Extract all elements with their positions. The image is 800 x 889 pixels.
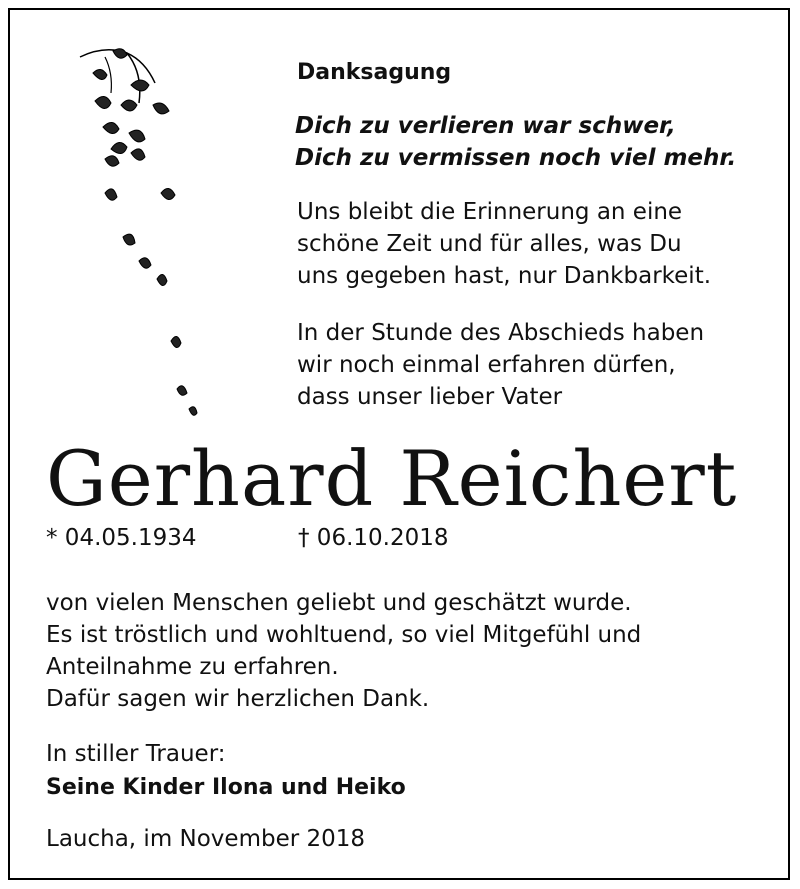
heading: Danksagung	[297, 60, 452, 85]
death-date: † 06.10.2018	[298, 525, 449, 551]
body-line: Dafür sagen wir herzlichen Dank.	[46, 686, 430, 712]
paragraph-line: uns gegeben hast, nur Dankbarkeit.	[297, 263, 712, 289]
paragraph-memory	[297, 196, 711, 292]
motto-line: Dich zu verlieren war schwer,	[295, 113, 676, 139]
birth-date: * 04.05.1934	[46, 525, 197, 551]
paragraph-line: wir noch einmal erfahren dürfen,	[297, 352, 676, 378]
paragraph-line: In der Stunde des Abschieds haben	[297, 320, 705, 346]
place-date: Laucha, im November 2018	[46, 826, 366, 852]
paragraph-line: Uns bleibt die Erinnerung an eine	[297, 199, 683, 225]
falling-leaves-icon	[65, 43, 205, 428]
notice-frame	[8, 8, 790, 880]
motto-line: Dich zu vermissen noch viel mehr.	[295, 145, 737, 171]
paragraph-line: schöne Zeit und für alles, was Du	[297, 231, 682, 257]
body-line: Anteilnahme zu erfahren.	[46, 654, 339, 680]
gratitude-text	[46, 587, 641, 715]
body-line: Es ist tröstlich und wohltuend, so viel Mitgefühl und	[46, 622, 642, 648]
deceased-name: Gerhard Reichert	[46, 434, 738, 523]
paragraph-line: dass unser lieber Vater	[297, 384, 563, 410]
mourners-intro: In stiller Trauer:	[46, 741, 226, 767]
paragraph-farewell	[297, 317, 704, 413]
mourners-names: Seine Kinder Ilona und Heiko	[46, 775, 406, 800]
body-line: von vielen Menschen geliebt und geschätzt wurde.	[46, 590, 632, 616]
motto	[295, 110, 736, 174]
